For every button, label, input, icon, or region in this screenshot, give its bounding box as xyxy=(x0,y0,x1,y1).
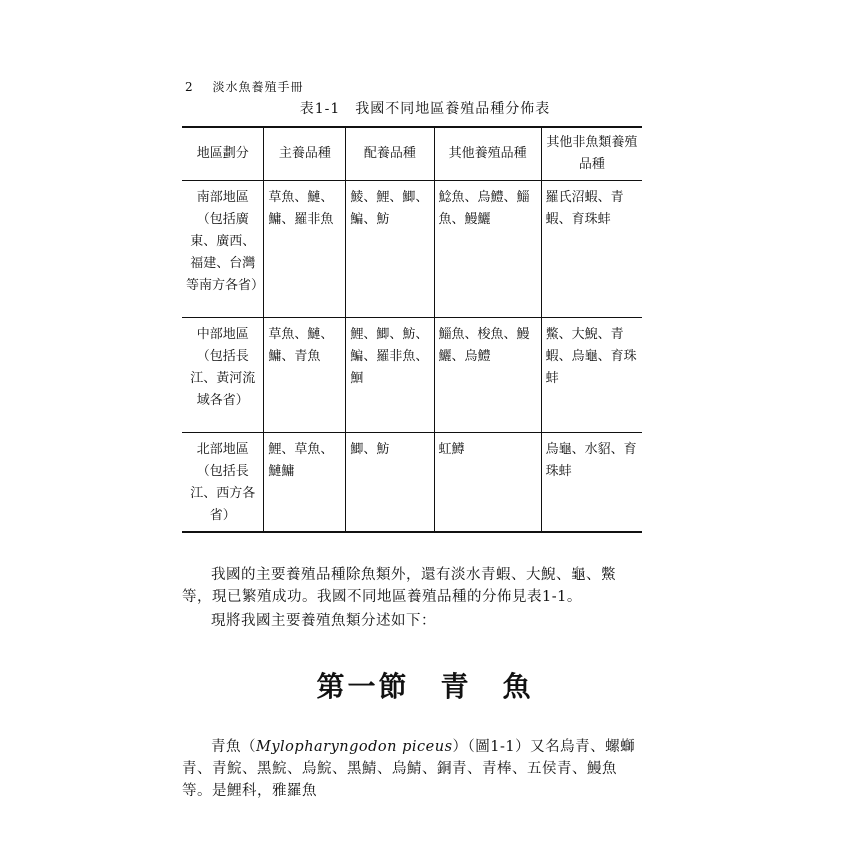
non-fish-species-cell: 烏龜、水貂、育珠蚌 xyxy=(541,433,642,533)
running-header xyxy=(185,78,303,95)
non-fish-species-cell: 鱉、大鯢、青蝦、烏龜、育珠蚌 xyxy=(541,318,642,433)
column-header-main: 主養品種 xyxy=(264,127,346,181)
paragraph-text-part: ）（圖1-1）又名烏青、螺螄青、青鯇、黑鯇、烏鯇、黑鯖、烏鯖、銅青、青棒、五侯青、鰻魚等。是鯉科，雅羅魚 xyxy=(182,739,636,799)
other-species-cell: 鯰魚、烏鱧、鯔魚、鰻鱺 xyxy=(434,181,541,318)
region-cell: 北部地區（包括長江、西方各省） xyxy=(182,433,264,533)
table-header-row xyxy=(182,127,642,181)
region-cell: 南部地區（包括廣東、廣西、福建、台灣等南方各省） xyxy=(182,181,264,318)
table-row xyxy=(182,433,642,533)
table-caption: 表1-1 我國不同地區養殖品種分佈表 xyxy=(299,101,551,117)
paragraph-overview-lead: 現將我國主要養殖魚類分述如下： xyxy=(211,613,436,629)
other-species-cell: 鯔魚、梭魚、鰻鱺、烏鱧 xyxy=(434,318,541,433)
scientific-name: Mylopharyngodon piceus xyxy=(256,739,453,755)
secondary-species-cell: 鯪、鯉、鯽、鯿、魴 xyxy=(346,181,434,318)
secondary-species-cell: 鯉、鯽、魴、鯿、羅非魚、鮰 xyxy=(346,318,434,433)
page-number: 2 xyxy=(185,80,194,94)
table-row xyxy=(182,318,642,433)
paragraph-black-carp xyxy=(182,736,644,802)
main-species-cell: 鯉、草魚、鰱鱅 xyxy=(264,433,346,533)
column-header-other: 其他養殖品種 xyxy=(434,127,541,181)
paragraph-text-part: 青魚（ xyxy=(211,739,256,755)
region-cell: 中部地區（包括長江、黃河流域各省） xyxy=(182,318,264,433)
species-distribution-table xyxy=(182,126,642,533)
column-header-non-fish: 其他非魚類養殖品種 xyxy=(541,127,642,181)
section-title: 第一節 青 魚 xyxy=(316,670,534,703)
secondary-species-cell: 鯽、魴 xyxy=(346,433,434,533)
column-header-region: 地區劃分 xyxy=(182,127,264,181)
book-title: 淡水魚養殖手冊 xyxy=(212,80,304,94)
other-species-cell: 虹鱒 xyxy=(434,433,541,533)
table-row xyxy=(182,181,642,318)
main-species-cell: 草魚、鰱、鱅、青魚 xyxy=(264,318,346,433)
column-header-secondary: 配養品種 xyxy=(346,127,434,181)
paragraph-species-intro: 我國的主要養殖品種除魚類外，還有淡水青蝦、大鯢、龜、鱉等，現已繁殖成功。我國不同地區養殖品種的分佈見表1-1。 xyxy=(182,567,616,605)
main-species-cell: 草魚、鰱、鱅、羅非魚 xyxy=(264,181,346,318)
non-fish-species-cell: 羅氏沼蝦、青蝦、育珠蚌 xyxy=(541,181,642,318)
